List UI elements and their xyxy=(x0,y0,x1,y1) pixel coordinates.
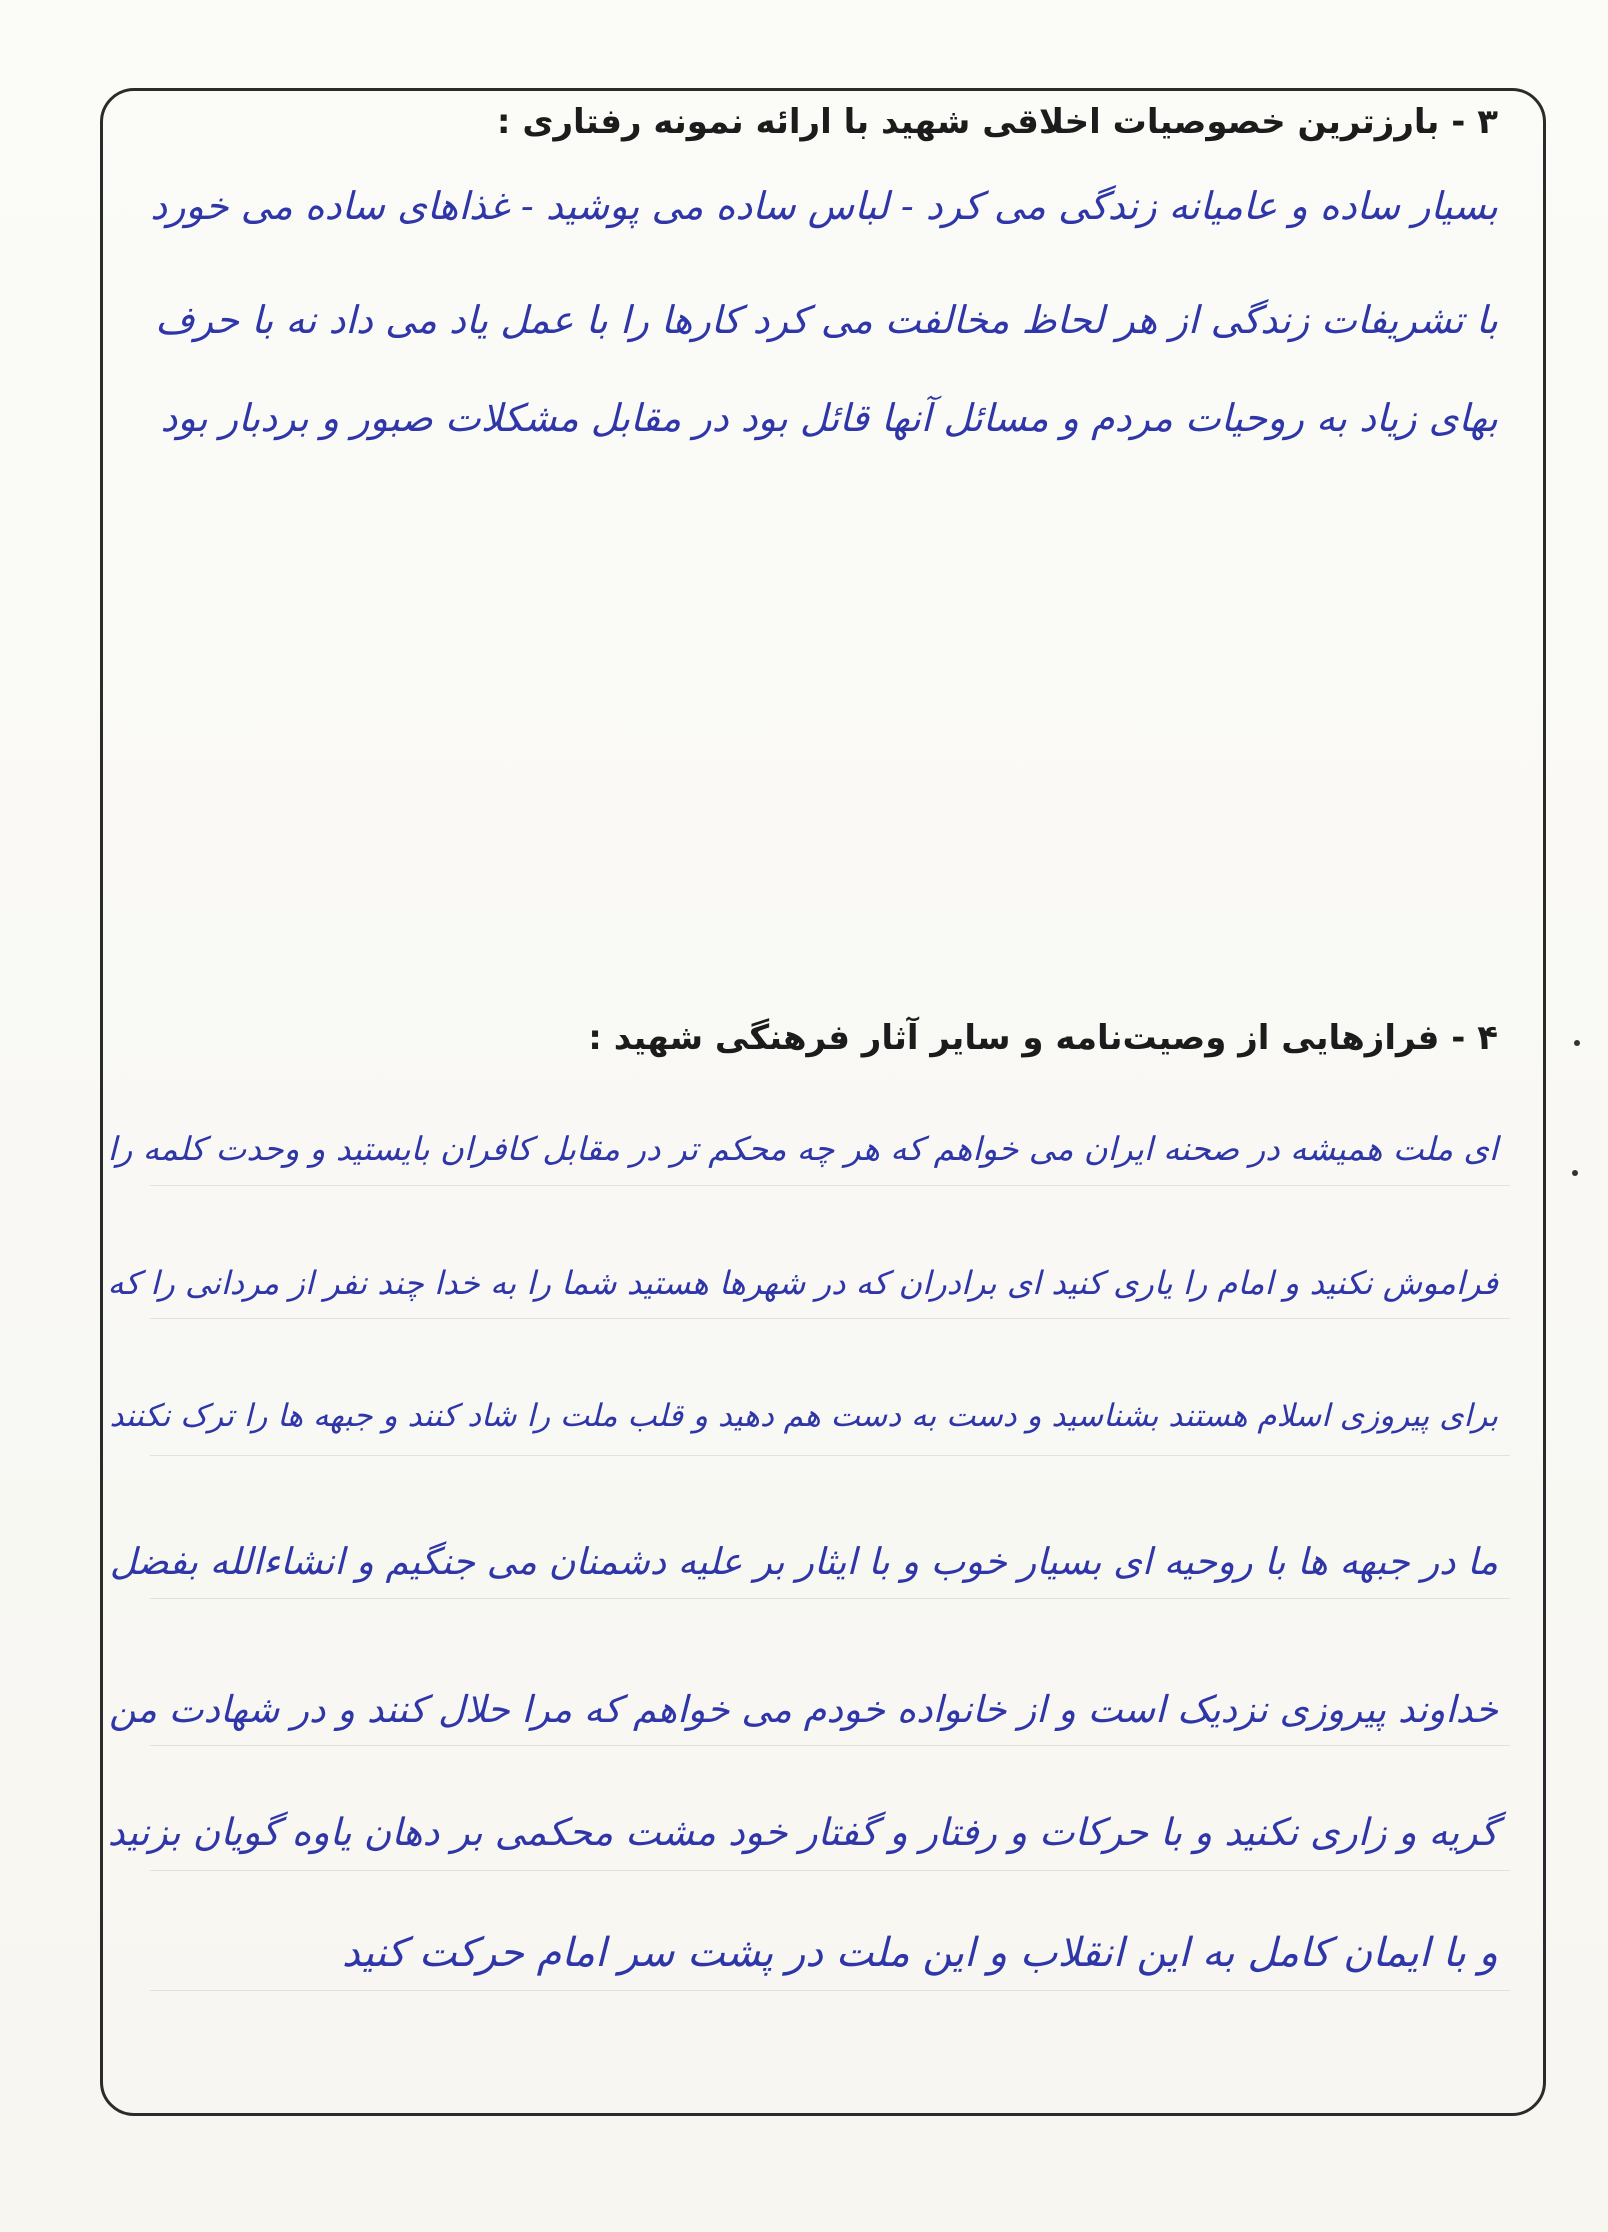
margin-dot xyxy=(1574,1040,1580,1046)
section-4-line-1: ای ملت همیشه در صحنه ایران می خواهم که هر چه محکم تر در مقابل کافران بایستید و وحدت کلمه را xyxy=(107,1130,1498,1168)
section-4-line-3: برای پیروزی اسلام هستند بشناسید و دست به دست هم دهید و قلب ملت را شاد کنند و جبهه ها را ترک نکنند xyxy=(109,1398,1498,1434)
section-4-line-6: گریه و زاری نکنید و با حرکات و رفتار و گفتار خود مشت محکمی بر دهان یاوه گویان بزنید xyxy=(107,1810,1498,1854)
section-4-line-7: و با ایمان کامل به این انقلاب و این ملت در پشت سر امام حرکت کنید xyxy=(341,1930,1498,1976)
section-4-line-4: ما در جبهه ها با روحیه ای بسیار خوب و با ایثار بر علیه دشمنان می جنگیم و انشاءالله بفضل xyxy=(109,1540,1498,1583)
ruled-line xyxy=(150,1598,1510,1599)
section-3-heading: ۳ - بارزترین خصوصیات اخلاقی شهید با ارائه نمونه رفتاری : xyxy=(496,102,1498,142)
section-3-line-3: بهای زیاد به روحیات مردم و مسائل آنها قائل بود در مقابل مشکلات صبور و بردبار بود xyxy=(160,396,1498,440)
ruled-line xyxy=(150,1990,1510,1991)
ruled-line xyxy=(150,1185,1510,1186)
section-4-heading: ۴ - فرازهایی از وصیت‌نامه و سایر آثار فرهنگی شهید : xyxy=(588,1018,1498,1058)
section-4-line-2: فراموش نکنید و امام را یاری کنید ای برادران که در شهرها هستید شما را به خدا چند نفر از مردانی را که xyxy=(107,1264,1498,1302)
ruled-line xyxy=(150,1455,1510,1456)
section-3-line-1: بسیار ساده و عامیانه زندگی می کرد - لباس ساده می پوشید - غذاهای ساده می خورد xyxy=(150,184,1498,228)
ruled-line xyxy=(150,1745,1510,1746)
ruled-line xyxy=(150,1870,1510,1871)
ruled-line xyxy=(150,1318,1510,1319)
section-4-line-5: خداوند پیروزی نزدیک است و از خانواده خودم می خواهم که مرا حلال کنند و در شهادت من xyxy=(108,1688,1498,1731)
section-3-line-2: با تشریفات زندگی از هر لحاظ مخالفت می کرد کارها را با عمل یاد می داد نه با حرف xyxy=(155,298,1498,342)
margin-dot xyxy=(1572,1170,1578,1176)
